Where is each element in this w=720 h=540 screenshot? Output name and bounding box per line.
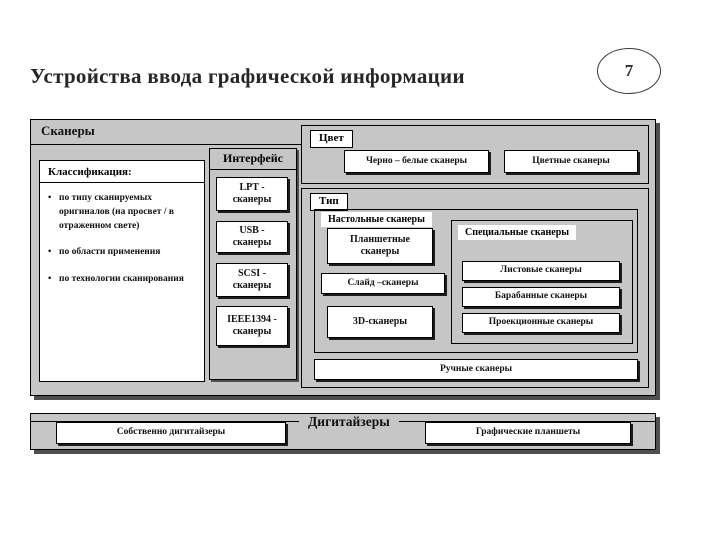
classification-box bbox=[39, 160, 205, 382]
scanners-section-label: Сканеры bbox=[41, 123, 95, 138]
graphics-tablets: Графические планшеты bbox=[425, 422, 631, 444]
page-title: Устройства ввода графической информации bbox=[30, 64, 465, 88]
interface-box bbox=[209, 148, 297, 380]
digitizers-label: Дигитайзеры bbox=[299, 414, 399, 430]
classification-item: • по технологии сканирования bbox=[44, 273, 200, 287]
digitizers-proper: Собственно дигитайзеры bbox=[56, 422, 286, 444]
special-scanners-box bbox=[451, 220, 633, 344]
desktop-scanners-label: Настольные сканеры bbox=[321, 212, 432, 227]
interface-item-ieee1394: IEEE1394 - сканеры bbox=[216, 306, 288, 346]
interface-divider bbox=[210, 169, 296, 170]
classification-header: Классификация: bbox=[40, 161, 204, 183]
color-section-label: Цвет bbox=[310, 130, 353, 148]
page-number: 7 bbox=[624, 61, 634, 80]
classification-item: • по области применения bbox=[44, 246, 200, 260]
3d-scanners: 3D-сканеры bbox=[327, 306, 433, 338]
classification-item: • по типу сканируемых оригиналов (на просвет / в отраженном свете) bbox=[44, 192, 200, 233]
interface-label: Интерфейс bbox=[222, 151, 283, 165]
type-section-label: Тип bbox=[310, 193, 348, 211]
color-item-color: Цветные сканеры bbox=[504, 150, 638, 173]
interface-item-scsi: SCSI - сканеры bbox=[216, 263, 288, 297]
projection-scanners: Проекционные сканеры bbox=[462, 313, 620, 333]
flatbed-scanners: Планшетные сканеры bbox=[327, 228, 433, 264]
sheetfed-scanners: Листовые сканеры bbox=[462, 261, 620, 281]
special-scanners-label: Специальные сканеры bbox=[458, 225, 576, 240]
slide-scanners: Слайд –сканеры bbox=[321, 273, 445, 294]
type-section bbox=[301, 188, 649, 388]
scanners-divider bbox=[31, 144, 301, 145]
classification-list bbox=[40, 183, 204, 287]
interface-item-lpt: LPT - сканеры bbox=[216, 177, 288, 211]
desktop-scanners-box bbox=[314, 209, 638, 353]
handheld-scanners: Ручные сканеры bbox=[314, 359, 638, 380]
drum-scanners: Барабанные сканеры bbox=[462, 287, 620, 307]
interface-item-usb: USB - сканеры bbox=[216, 221, 288, 253]
color-item-bw: Черно – белые сканеры bbox=[344, 150, 489, 173]
digitizers-section bbox=[30, 413, 656, 450]
color-section bbox=[301, 125, 649, 184]
page-number-badge bbox=[597, 48, 661, 94]
scanners-section bbox=[30, 119, 656, 396]
